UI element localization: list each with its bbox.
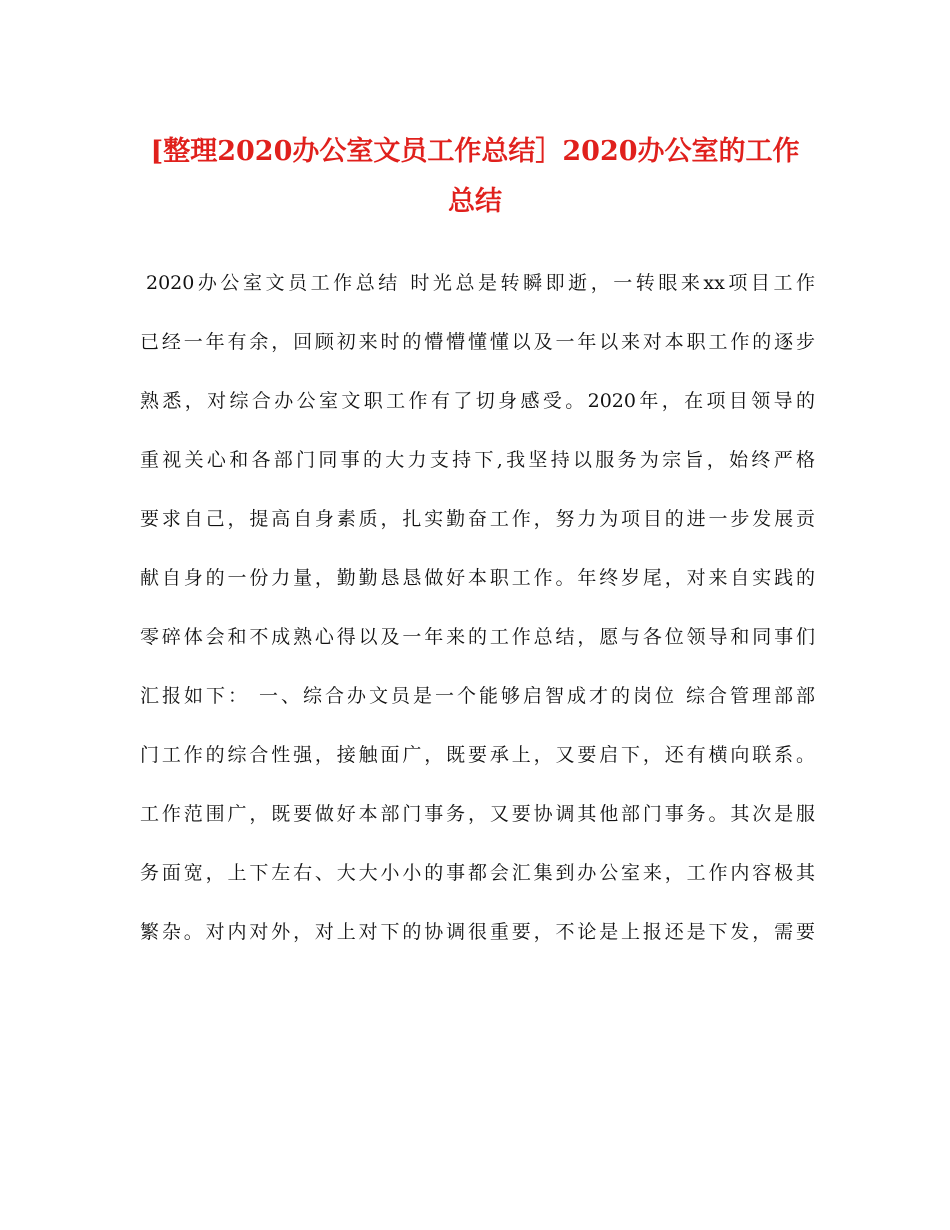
body-line: 已经一年有余，回顾初来时的懵懵懂懂以及一年以来对本职工作的逐步 (140, 331, 815, 353)
body-line: 献自身的一份力量，勤勤恳恳做好本职工作。年终岁尾，对来自实践的 (140, 567, 815, 589)
document-title (120, 127, 830, 227)
document-title-line-1: [整理2020办公室文员工作总结］2020办公室的工作 (150, 136, 800, 167)
body-line: 门工作的综合性强，接触面广，既要承上，又要启下，还有横向联系。 (140, 744, 815, 766)
body-line: 熟悉，对综合办公室文职工作有了切身感受。2020年，在项目领导的 (140, 390, 815, 412)
document-title-line-2: 总结 (448, 186, 502, 217)
body-line: 重视关心和各部门同事的大力支持下,我坚持以服务为宗旨，始终严格 (140, 449, 815, 471)
body-line: 务面宽，上下左右、大大小小的事都会汇集到办公室来，工作内容极其 (140, 862, 815, 884)
document-body (140, 258, 815, 966)
body-line: 2020办公室文员工作总结 时光总是转瞬即逝，一转眼来xx项目工作 (146, 272, 815, 294)
body-line: 工作范围广，既要做好本部门事务，又要协调其他部门事务。其次是服 (140, 803, 815, 825)
body-line: 零碎体会和不成熟心得以及一年来的工作总结，愿与各位领导和同事们 (140, 626, 815, 648)
body-line: 汇报如下： 一、综合办文员是一个能够启智成才的岗位 综合管理部部 (140, 685, 815, 707)
body-line: 要求自己，提高自身素质，扎实勤奋工作，努力为项目的进一步发展贡 (140, 508, 815, 530)
body-line: 繁杂。对内对外，对上对下的协调很重要，不论是上报还是下发，需要 (140, 921, 815, 943)
